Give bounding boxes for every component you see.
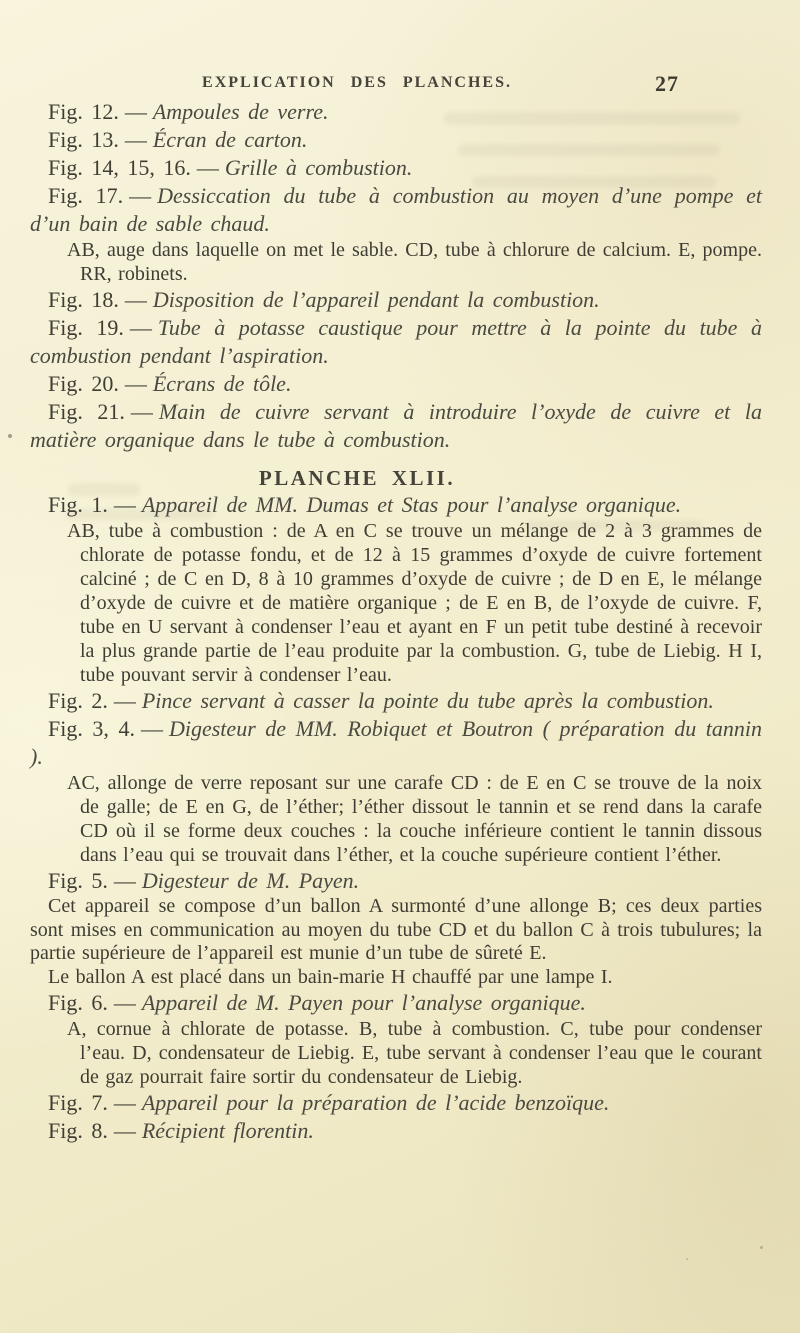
figure-label: Fig. 18. (48, 287, 119, 312)
figure-caption-20 (30, 370, 762, 398)
text-block (30, 71, 762, 1145)
dash-separator: — (129, 315, 152, 340)
figure-caption-5 (30, 867, 762, 895)
figure-label: Fig. 2. (48, 688, 108, 713)
dash-separator: — (113, 688, 136, 713)
paper-speck (686, 1258, 688, 1260)
dash-separator: — (113, 868, 136, 893)
figure-caption-14-15-16 (30, 154, 762, 182)
figure-title: Appareil de M. Payen pour l’analyse organique. (141, 990, 586, 1015)
figure-title: Ampoules de verre. (152, 99, 329, 124)
figure-title: Récipient florentin. (141, 1118, 314, 1143)
dash-separator: — (130, 399, 153, 424)
figure-title: Dessiccation du tube à combustion au moyen d’une pompe et d’un bain de sable chaud. (30, 183, 762, 236)
figure-1-note: AB, tube à combustion : de A en C se trouve un mélange de 2 à 3 grammes de chlorate de potasse fondu, et de 12 à 15 grammes d’oxyde de cuivre fortement calciné ; de C en D, 8 à 10 grammes d’oxyde de cuivre ; de D en E, le mélange d’oxyde de cuivre et de matière organique ; de E en B, de l’oxyde de cuivre. F, tube en U servant à condenser l’eau et ayant en F un petit tube destiné à recevoir la plus grande partie de l’eau produite par la combustion. G, tube de Liebig. H I, tube pouvant servir à condenser l’eau. (67, 520, 762, 686)
figure-title: Écran de carton. (152, 127, 308, 152)
figure-caption-6 (30, 989, 762, 1017)
figure-label: Fig. 14, 15, 16. (48, 155, 191, 180)
figure-title: Tube à potasse caustique pour mettre à la pointe du tube à combustion pendant l’aspiration. (30, 315, 762, 368)
figure-caption-19 (30, 314, 762, 370)
dash-separator: — (140, 716, 163, 741)
figure-caption-17 (30, 182, 762, 238)
figure-3-4-note: AC, allonge de verre reposant sur une carafe CD : de E en C se trouve de la noix de galle; de E en G, de l’éther; l’éther dissout le tannin et se rend dans la carafe CD où il se forme deux couches : la couche inférieure contient le tannin dissous dans l’eau qui se trouvait dans l’éther, et la couche supérieure contient l’éther. (67, 772, 762, 866)
figure-title: Pince servant à casser la pointe du tube après la combustion. (141, 688, 714, 713)
paper-speck (8, 434, 12, 438)
figure-label: Fig. 19. (48, 315, 124, 340)
dash-separator: — (113, 1090, 136, 1115)
figure-title: Appareil de MM. Dumas et Stas pour l’analyse organique. (141, 492, 682, 517)
figure-label: Fig. 7. (48, 1090, 108, 1115)
dash-separator: — (113, 990, 136, 1015)
dash-separator: — (196, 155, 219, 180)
figure-title: Écrans de tôle. (152, 371, 292, 396)
dash-separator: — (129, 183, 152, 208)
figure-title: Disposition de l’appareil pendant la combustion. (152, 287, 600, 312)
figure-label: Fig. 8. (48, 1118, 108, 1143)
dash-separator: — (124, 127, 147, 152)
figure-17-note: AB, auge dans laquelle on met le sable. CD, tube à chlorure de calcium. E, pompe. RR, robinets. (67, 239, 762, 285)
figure-label: Fig. 3, 4. (48, 716, 135, 741)
figure-title: Main de cuivre servant à introduire l’oxyde de cuivre et la matière organique dans le tube à combustion. (30, 399, 762, 452)
dash-separator: — (113, 492, 136, 517)
figure-caption-1 (30, 491, 762, 519)
figure-caption-8 (30, 1117, 762, 1145)
figure-label: Fig. 12. (48, 99, 119, 124)
figure-5-description: Cet appareil se compose d’un ballon A surmonté d’une allonge B; ces deux parties sont mises en communication au moyen du tube CD et du ballon C à trois tubulures; la partie supérieure de l’appareil est munie d’un tube de sûreté E. (30, 895, 762, 964)
dash-separator: — (124, 287, 147, 312)
figure-6-note: A, cornue à chlorate de potasse. B, tube à combustion. C, tube pour condenser l’eau. D, condensateur de Liebig. E, tube servant à condenser l’eau que le courant de gaz pourrait faire sortir du condensateur de Liebig. (67, 1018, 762, 1088)
figure-caption-12 (30, 98, 762, 126)
dash-separator: — (124, 371, 147, 396)
figure-title: Digesteur de M. Payen. (141, 868, 360, 893)
figure-title: Appareil pour la préparation de l’acide benzoïque. (141, 1090, 610, 1115)
running-header (30, 71, 762, 98)
figure-5-description: Le ballon A est placé dans un bain-marie H chauffé par une lampe I. (48, 965, 613, 988)
figure-caption-3-4 (30, 715, 762, 771)
figure-caption-13 (30, 126, 762, 154)
figure-label: Fig. 1. (48, 492, 108, 517)
figure-title: Grille à combustion. (224, 155, 413, 180)
figure-caption-21 (30, 398, 762, 454)
figure-label: Fig. 5. (48, 868, 108, 893)
dash-separator: — (124, 99, 147, 124)
figure-caption-7 (30, 1089, 762, 1117)
plate-heading: PLANCHE XLII. (258, 466, 456, 490)
running-title: EXPLICATION DES PLANCHES. (202, 74, 512, 91)
figure-caption-2 (30, 687, 762, 715)
dash-separator: — (113, 1118, 136, 1143)
figure-label: Fig. 17. (48, 183, 124, 208)
figure-caption-18 (30, 286, 762, 314)
figure-label: Fig. 13. (48, 127, 119, 152)
figure-label: Fig. 6. (48, 990, 108, 1015)
paper-speck (760, 1246, 763, 1249)
figure-title: Digesteur de MM. Robiquet et Boutron ( préparation du tannin ). (30, 716, 762, 769)
page-number: 27 (655, 71, 679, 96)
figure-label: Fig. 20. (48, 371, 119, 396)
figure-label: Fig. 21. (48, 399, 125, 424)
